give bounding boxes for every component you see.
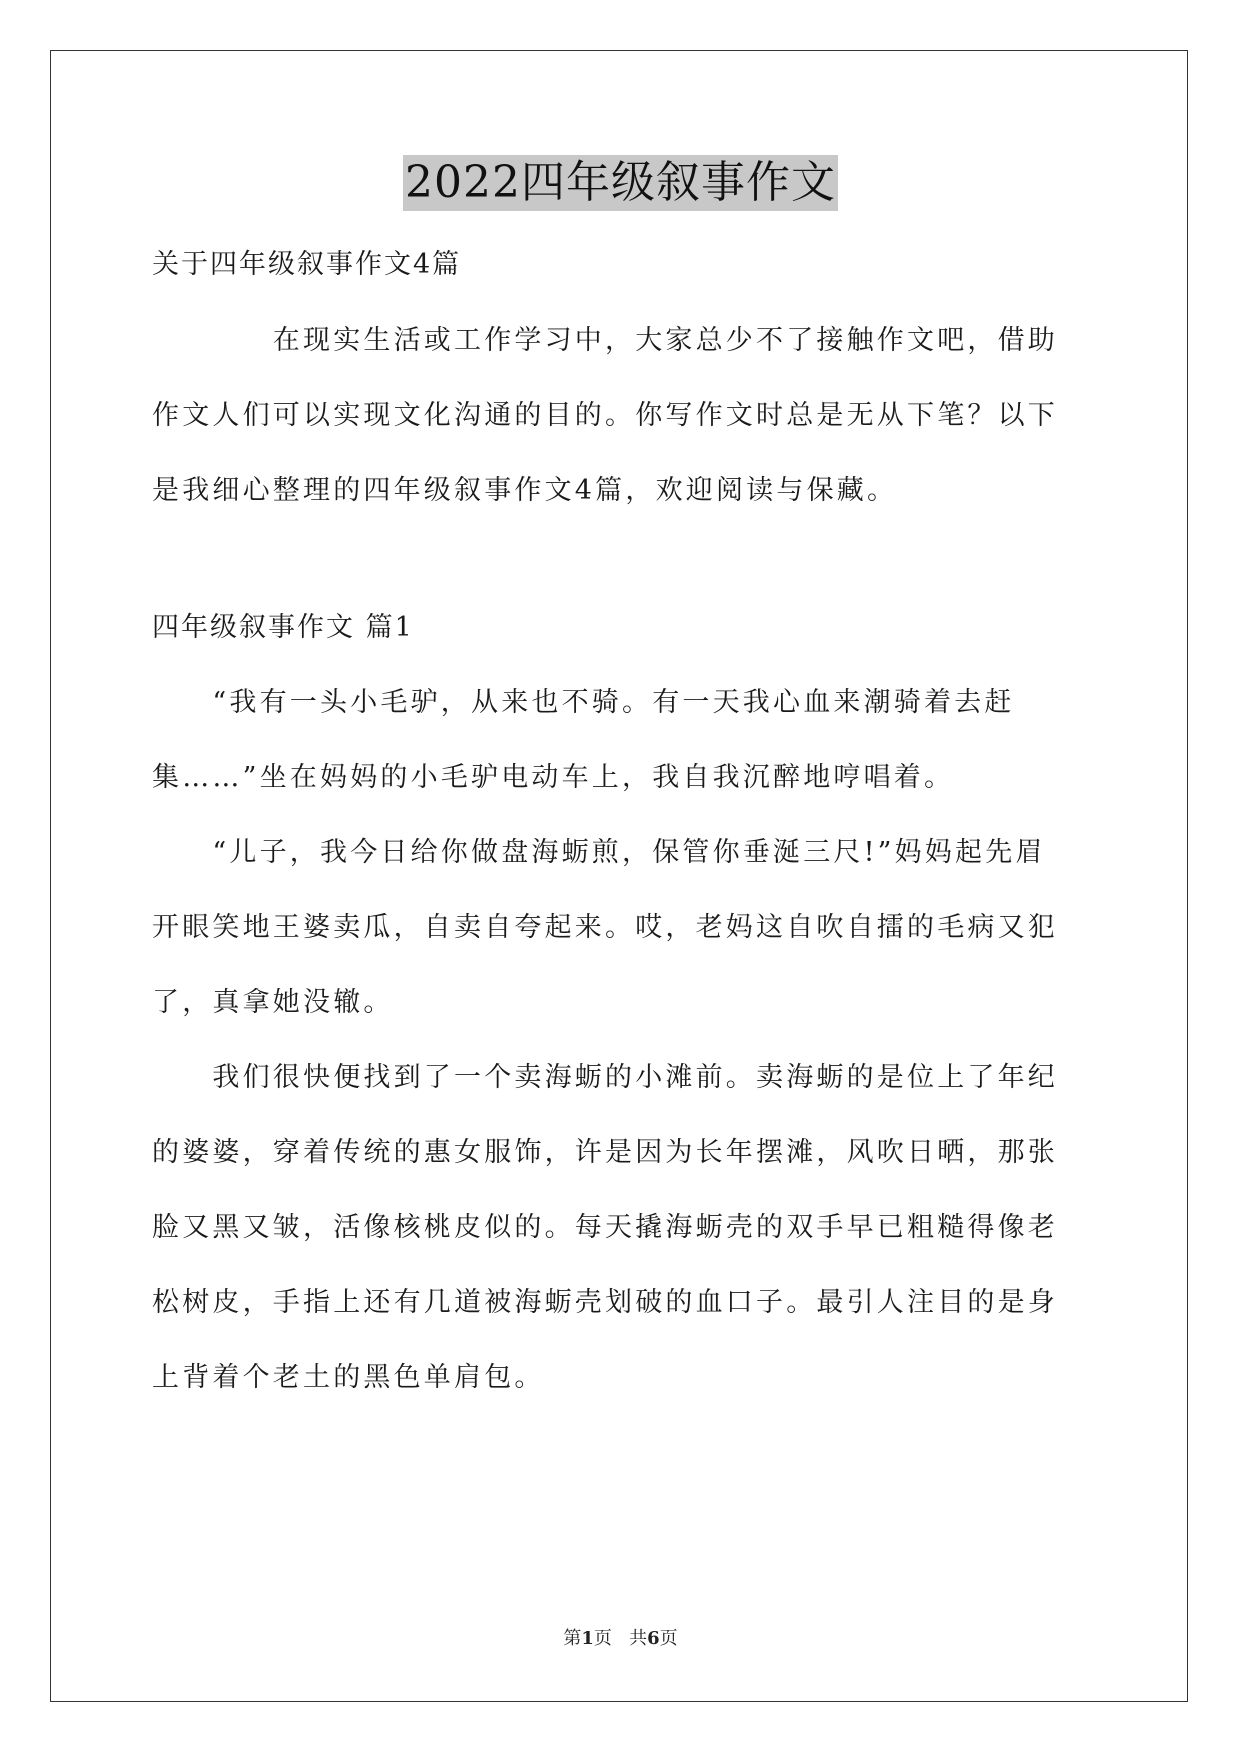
title-block	[0, 155, 1241, 211]
paragraph-line: 在现实生活或工作学习中，大家总少不了接触作文吧，借助	[152, 325, 1058, 356]
document-title: 2022四年级叙事作文	[403, 155, 838, 211]
paragraph-line: 我们很快便找到了一个卖海蛎的小滩前。卖海蛎的是位上了年纪	[152, 1062, 1058, 1093]
paragraph-line: 脸又黑又皱，活像核桃皮似的。每天撬海蛎壳的双手早已粗糙得像老	[152, 1212, 1058, 1243]
paragraph-line: 的婆婆，穿着传统的惠女服饰，许是因为长年摆滩，风吹日晒，那张	[152, 1137, 1058, 1168]
section-heading: 四年级叙事作文 篇1	[152, 612, 414, 643]
footer-total-suffix: 页	[659, 1628, 678, 1649]
paragraph-line: 作文人们可以实现文化沟通的目的。你写作文时总是无从下笔？以下	[152, 400, 1058, 431]
paragraph-line: 是我细心整理的四年级叙事作文4篇，欢迎阅读与保藏。	[152, 475, 898, 506]
page-footer	[0, 1624, 1241, 1650]
paragraph-line: 集……”坐在妈妈的小毛驴电动车上，我自我沉醉地哼唱着。	[152, 762, 955, 793]
intro-heading: 关于四年级叙事作文4篇	[152, 249, 462, 280]
footer-prefix: 第	[563, 1628, 582, 1649]
paragraph-line: “我有一头小毛驴，从来也不骑。有一天我心血来潮骑着去赶	[152, 687, 1015, 718]
footer-current-page: 1	[581, 1628, 594, 1649]
paragraph-line: 上背着个老土的黑色单肩包。	[152, 1362, 545, 1393]
page-border	[50, 50, 1188, 1702]
footer-total-pages: 6	[647, 1628, 660, 1649]
paragraph-line: “儿子，我今日给你做盘海蛎煎，保管你垂涎三尺!”妈妈起先眉	[152, 837, 1046, 868]
paragraph-line: 开眼笑地王婆卖瓜，自卖自夸起来。哎，老妈这自吹自擂的毛病又犯	[152, 912, 1058, 943]
footer-page-word: 页	[593, 1628, 612, 1649]
footer-total-prefix: 共	[629, 1628, 648, 1649]
paragraph-line: 了，真拿她没辙。	[152, 987, 394, 1018]
paragraph-line: 松树皮，手指上还有几道被海蛎壳划破的血口子。最引人注目的是身	[152, 1287, 1058, 1318]
